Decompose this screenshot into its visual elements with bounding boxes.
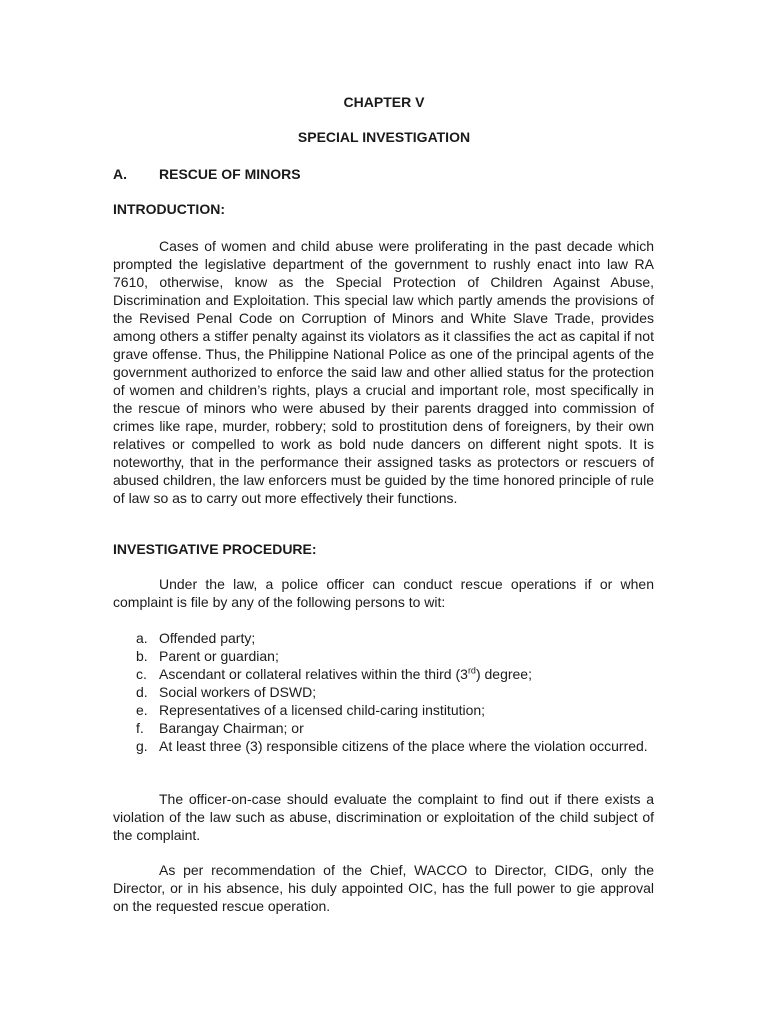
list-marker: f. — [136, 720, 144, 736]
introduction-paragraph: Cases of women and child abuse were proliferating in the past decade which prompted the legislative department of the government to rushly enact into law RA 7610, otherwise, know as the Special Protection of Children Against Abuse, Discrimination and Exploitation. This special law which partly amends the provisions of the Revised Penal Code on Corruption of Minors and White Slave Trade, provides among others a stiffer penalty against its violators as it classifies the act as capital if not grave offense. Thus, the Philippine National Police as one of the principal agents of the government authorized to enforce the said law and other allied status for the protection of women and children’s rights, plays a crucial and important role, most specifically in the rescue of minors who were abused by their parents dragged into commission of crimes like rape, murder, robbery; sold to prostitution dens of foreigners, by their own relatives or compelled to work as bold nude dancers on different night spots. It is noteworthy, that in the performance their assigned tasks as protectors or rescuers of abused children, the law enforcers must be guided by the time honored principle of rule of law so as to carry out more effectively their functions. — [113, 238, 654, 506]
approval-paragraph: As per recommendation of the Chief, WACCO to Director, CIDG, only the Director, or in his absence, his duly appointed OIC, has the full power to gie approval on the requested rescue operation. — [113, 862, 654, 914]
list-item-text: Parent or guardian; — [159, 648, 279, 664]
list-marker: c. — [136, 666, 147, 682]
officer-paragraph: The officer-on-case should evaluate the complaint to find out if there exists a violation of the law such as abuse, discrimination or exploitation of the child subject of the complaint. — [113, 791, 654, 843]
list-item-text — [159, 665, 654, 683]
list-marker: e. — [136, 702, 148, 718]
list-item — [113, 665, 654, 683]
section-letter: A. — [113, 166, 127, 182]
list-item — [113, 701, 654, 719]
complainant-list — [113, 629, 654, 755]
list-marker: g. — [136, 738, 148, 754]
introduction-heading: INTRODUCTION: — [113, 201, 225, 217]
list-marker: d. — [136, 684, 148, 700]
ordinal-superscript: rd — [467, 665, 476, 676]
section-title: RESCUE OF MINORS — [159, 166, 301, 182]
chapter-title: SPECIAL INVESTIGATION — [297, 129, 471, 145]
list-marker: a. — [136, 630, 148, 646]
list-item-text: Social workers of DSWD; — [159, 684, 317, 700]
list-item — [113, 629, 654, 647]
procedure-heading: INVESTIGATIVE PROCEDURE: — [113, 541, 317, 557]
list-item — [113, 719, 654, 737]
list-marker: b. — [136, 648, 148, 664]
list-item-text-start: Ascendant or collateral relatives within the third (3 — [159, 666, 468, 682]
list-item-text-end: ) degree; — [475, 666, 532, 682]
procedure-paragraph: Under the law, a police officer can conduct rescue operations if or when complaint is file by any of the following persons to wit: — [113, 576, 654, 610]
list-item — [113, 647, 654, 665]
list-item — [113, 683, 654, 701]
list-item — [113, 737, 654, 755]
list-item-text: At least three (3) responsible citizens of the place where the violation occurred. — [159, 738, 648, 754]
list-item-text: Offended party; — [159, 630, 256, 646]
chapter-heading: CHAPTER V — [343, 94, 425, 110]
list-item-text: Barangay Chairman; or — [159, 720, 304, 736]
list-item-text: Representatives of a licensed child-caring institution; — [159, 702, 486, 718]
